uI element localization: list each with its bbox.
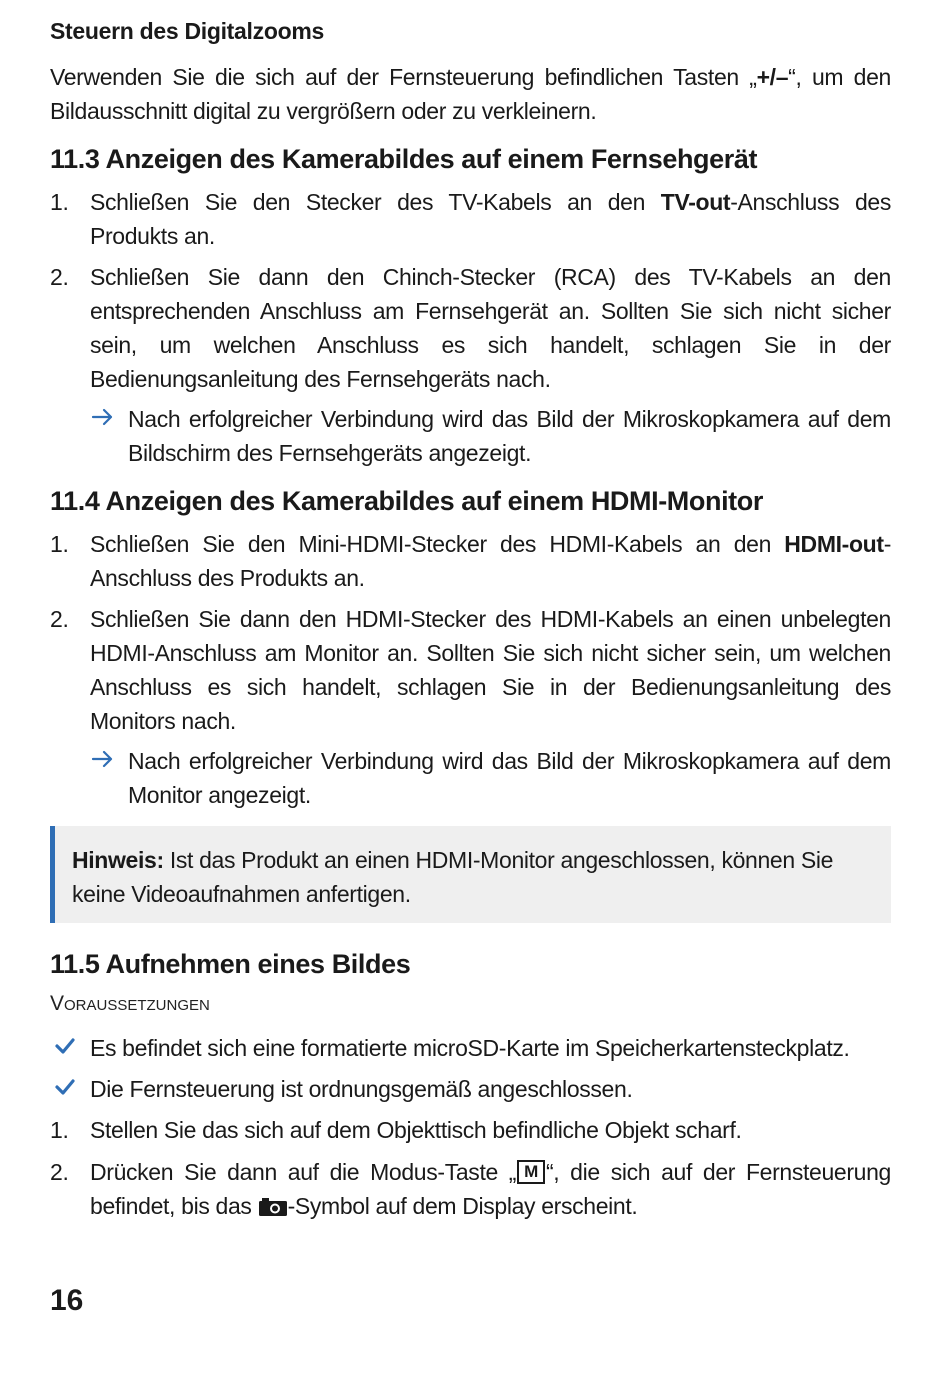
prerequisite-item: Die Fernsteuerung ist ordnungsgemäß angeschlossen. [50,1072,891,1106]
camera-icon [258,1197,288,1217]
zoom-keys: +/– [756,64,789,90]
mode-key-symbol: M [517,1160,545,1184]
arrow-right-icon [90,746,116,772]
checkmark-icon [54,1076,76,1098]
heading-11-3: 11.3 Anzeigen des Kamerabildes auf einem Fernsehgerät [50,144,758,174]
checkmark-icon [54,1035,76,1057]
arrow-right-icon [90,404,116,430]
prerequisite-item: Es befindet sich eine formatierte microSD-Karte im Speicherkartensteckplatz. [50,1031,891,1065]
result-11-4: Nach erfolgreicher Verbindung wird das Bild der Mikroskopkamera auf dem Monitor angezeigt. [90,744,891,812]
heading-11-5: 11.5 Aufnehmen eines Bildes [50,949,411,979]
step-11-3-1: 1. Schließen Sie den Stecker des TV-Kabels an den TV-out-Anschluss des Produkts an. [50,189,891,249]
page-number: 16 [50,1284,84,1317]
prerequisites-label: Voraussetzungen [50,992,210,1015]
note-label: Hinweis: [72,847,164,873]
zoom-paragraph: Verwenden Sie die sich auf der Fernsteuerung befindlichen Tasten „+/–“, um den Bildausschnitt digital zu vergrößern oder zu verkleinern. [50,64,891,124]
zoom-subheading: Steuern des Digitalzooms [50,18,324,44]
result-11-3: Nach erfolgreicher Verbindung wird das Bild der Mikroskopkamera auf dem Bildschirm des Fernsehgeräts angezeigt. [90,402,891,470]
note-text: Ist das Produkt an einen HDMI-Monitor angeschlossen, können Sie keine Videoaufnahmen anfertigen. [72,847,834,907]
note-box [50,826,891,923]
step-11-5-1: 1. Stellen Sie das sich auf dem Objekttisch befindliche Objekt scharf. [50,1117,742,1143]
step-11-5-2: 2. Drücken Sie dann auf die Modus-Taste „ M “, die sich auf der Fernsteuerung befindet, bis das -Symbol auf dem Display erscheint. [50,1159,891,1219]
step-11-3-2: 2. Schließen Sie dann den Chinch-Stecker (RCA) des TV-Kabels an den entsprechenden Anschluss am Fernsehgerät an. Sollten Sie sich nicht sicher sein, um welchen Anschluss es sich handelt, schlagen Sie in der Bedienungsanleitung des Fernsehgeräts nach. [50,264,891,392]
step-11-4-2: 2. Schließen Sie dann den HDMI-Stecker des HDMI-Kabels an einen unbelegten HDMI-Anschluss am Monitor an. Sollten Sie sich nicht sicher sein, um welchen Anschluss es sich handelt, schlagen Sie in der Bedienungsanleitung des Monitors nach. [50,606,891,734]
heading-11-4: 11.4 Anzeigen des Kamerabildes auf einem HDMI-Monitor [50,486,763,516]
step-11-4-1: 1. Schließen Sie den Mini-HDMI-Stecker des HDMI-Kabels an den HDMI-out-Anschluss des Produkts an. [50,531,891,591]
